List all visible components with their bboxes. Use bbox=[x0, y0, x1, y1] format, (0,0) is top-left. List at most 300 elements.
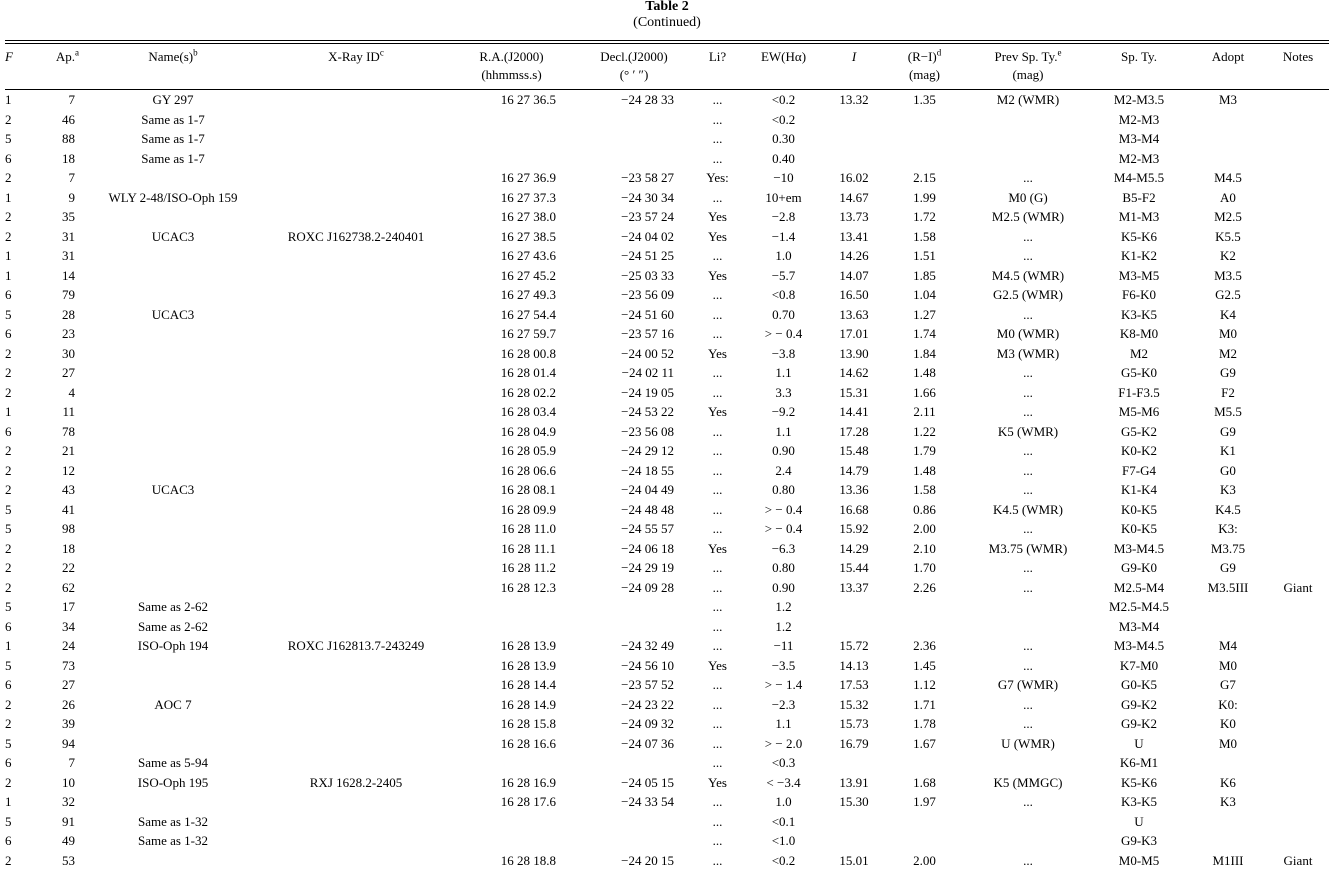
cell-field: 2 bbox=[5, 558, 33, 578]
cell-aperture: 31 bbox=[33, 246, 83, 266]
cell-prev-sptype: ... bbox=[967, 402, 1089, 422]
cell-prev-sptype: ... bbox=[967, 695, 1089, 715]
cell-li: Yes bbox=[694, 344, 741, 364]
cell-r-i-color: 1.78 bbox=[882, 714, 967, 734]
cell-names bbox=[83, 675, 263, 695]
cell-ra bbox=[449, 753, 574, 773]
cell-names bbox=[83, 500, 263, 520]
cell-i-mag: 14.67 bbox=[826, 188, 882, 208]
cell-decl: −24 29 19 bbox=[574, 558, 694, 578]
cell-decl bbox=[574, 110, 694, 130]
cell-xray-id bbox=[263, 422, 449, 442]
cell-r-i-color: 1.70 bbox=[882, 558, 967, 578]
cell-names bbox=[83, 422, 263, 442]
cell-aperture: 9 bbox=[33, 188, 83, 208]
cell-adopt: K5.5 bbox=[1189, 227, 1267, 247]
cell-field: 2 bbox=[5, 441, 33, 461]
cell-i-mag: 14.07 bbox=[826, 266, 882, 286]
cell-names bbox=[83, 344, 263, 364]
cell-xray-id bbox=[263, 831, 449, 851]
cell-r-i-color: 2.00 bbox=[882, 519, 967, 539]
cell-li: ... bbox=[694, 90, 741, 110]
table-row bbox=[5, 285, 1329, 305]
cell-sptype: M2-M3 bbox=[1089, 110, 1189, 130]
cell-i-mag: 13.37 bbox=[826, 578, 882, 598]
cell-aperture: 34 bbox=[33, 617, 83, 637]
cell-xray-id bbox=[263, 285, 449, 305]
cell-decl bbox=[574, 617, 694, 637]
cell-ra: 16 27 38.0 bbox=[449, 207, 574, 227]
cell-ra: 16 27 36.9 bbox=[449, 168, 574, 188]
cell-xray-id bbox=[263, 617, 449, 637]
cell-li: Yes bbox=[694, 773, 741, 793]
cell-ra: 16 28 11.2 bbox=[449, 558, 574, 578]
cell-names bbox=[83, 441, 263, 461]
cell-xray-id bbox=[263, 129, 449, 149]
cell-r-i-color: 2.11 bbox=[882, 402, 967, 422]
cell-names bbox=[83, 656, 263, 676]
cell-li: Yes bbox=[694, 266, 741, 286]
cell-li: ... bbox=[694, 110, 741, 130]
cell-adopt: G9 bbox=[1189, 422, 1267, 442]
cell-ra: 16 28 02.2 bbox=[449, 383, 574, 403]
cell-field: 2 bbox=[5, 851, 33, 870]
cell-xray-id bbox=[263, 266, 449, 286]
cell-ew-halpha: 10+em bbox=[741, 188, 826, 208]
cell-notes bbox=[1267, 149, 1329, 169]
cell-field: 2 bbox=[5, 480, 33, 500]
cell-r-i-color: 1.51 bbox=[882, 246, 967, 266]
cell-r-i-color: 2.00 bbox=[882, 851, 967, 870]
cell-notes bbox=[1267, 441, 1329, 461]
cell-aperture: 49 bbox=[33, 831, 83, 851]
cell-xray-id: ROXC J162738.2-240401 bbox=[263, 227, 449, 247]
cell-aperture: 28 bbox=[33, 305, 83, 325]
cell-prev-sptype: ... bbox=[967, 383, 1089, 403]
table-row bbox=[5, 773, 1329, 793]
cell-adopt: M2 bbox=[1189, 344, 1267, 364]
cell-li: ... bbox=[694, 149, 741, 169]
cell-li: ... bbox=[694, 441, 741, 461]
cell-li: ... bbox=[694, 500, 741, 520]
cell-r-i-color: 1.27 bbox=[882, 305, 967, 325]
column-header bbox=[574, 44, 694, 90]
cell-aperture: 88 bbox=[33, 129, 83, 149]
cell-ra bbox=[449, 831, 574, 851]
cell-aperture: 17 bbox=[33, 597, 83, 617]
cell-names bbox=[83, 266, 263, 286]
cell-ew-halpha: 1.1 bbox=[741, 363, 826, 383]
cell-notes bbox=[1267, 734, 1329, 754]
cell-field: 6 bbox=[5, 617, 33, 637]
table-row bbox=[5, 246, 1329, 266]
cell-sptype: M1-M3 bbox=[1089, 207, 1189, 227]
cell-ra: 16 28 13.9 bbox=[449, 636, 574, 656]
cell-i-mag: 15.48 bbox=[826, 441, 882, 461]
cell-field: 5 bbox=[5, 519, 33, 539]
table-body bbox=[5, 90, 1329, 870]
cell-aperture: 18 bbox=[33, 149, 83, 169]
cell-i-mag: 15.44 bbox=[826, 558, 882, 578]
cell-field: 2 bbox=[5, 539, 33, 559]
cell-ew-halpha: 1.2 bbox=[741, 597, 826, 617]
table-row bbox=[5, 344, 1329, 364]
cell-ra: 16 28 09.9 bbox=[449, 500, 574, 520]
cell-li: ... bbox=[694, 695, 741, 715]
cell-field: 5 bbox=[5, 734, 33, 754]
column-header bbox=[449, 44, 574, 90]
cell-names: UCAC3 bbox=[83, 480, 263, 500]
cell-prev-sptype bbox=[967, 617, 1089, 637]
cell-ew-halpha: 1.1 bbox=[741, 714, 826, 734]
cell-adopt: M2.5 bbox=[1189, 207, 1267, 227]
cell-decl bbox=[574, 149, 694, 169]
cell-decl: −24 30 34 bbox=[574, 188, 694, 208]
column-header-label: Decl.(J2000) bbox=[600, 49, 668, 64]
cell-ew-halpha: 2.4 bbox=[741, 461, 826, 481]
cell-sptype: U bbox=[1089, 734, 1189, 754]
cell-xray-id bbox=[263, 558, 449, 578]
cell-adopt bbox=[1189, 129, 1267, 149]
cell-xray-id bbox=[263, 383, 449, 403]
cell-li: ... bbox=[694, 324, 741, 344]
table-row bbox=[5, 636, 1329, 656]
cell-li: Yes bbox=[694, 402, 741, 422]
cell-r-i-color: 1.67 bbox=[882, 734, 967, 754]
cell-sptype: M2-M3 bbox=[1089, 149, 1189, 169]
cell-xray-id bbox=[263, 695, 449, 715]
cell-ew-halpha: <0.2 bbox=[741, 110, 826, 130]
cell-ew-halpha: 0.30 bbox=[741, 129, 826, 149]
cell-names bbox=[83, 792, 263, 812]
cell-notes bbox=[1267, 714, 1329, 734]
column-header bbox=[33, 44, 83, 90]
table-row bbox=[5, 656, 1329, 676]
cell-names bbox=[83, 519, 263, 539]
cell-ra bbox=[449, 110, 574, 130]
cell-notes bbox=[1267, 363, 1329, 383]
cell-names: ISO-Oph 194 bbox=[83, 636, 263, 656]
cell-ra: 16 28 13.9 bbox=[449, 656, 574, 676]
cell-adopt: K2 bbox=[1189, 246, 1267, 266]
cell-adopt: M3.5 bbox=[1189, 266, 1267, 286]
cell-decl: −24 56 10 bbox=[574, 656, 694, 676]
table-row bbox=[5, 519, 1329, 539]
table-row bbox=[5, 792, 1329, 812]
table-row bbox=[5, 363, 1329, 383]
cell-li: ... bbox=[694, 617, 741, 637]
cell-adopt: K4.5 bbox=[1189, 500, 1267, 520]
cell-xray-id bbox=[263, 578, 449, 598]
cell-ew-halpha: −10 bbox=[741, 168, 826, 188]
table-row bbox=[5, 714, 1329, 734]
column-header-label: I bbox=[852, 49, 856, 64]
cell-aperture: 98 bbox=[33, 519, 83, 539]
cell-xray-id bbox=[263, 305, 449, 325]
cell-adopt bbox=[1189, 812, 1267, 832]
table-row bbox=[5, 851, 1329, 870]
cell-ra bbox=[449, 149, 574, 169]
cell-field: 1 bbox=[5, 188, 33, 208]
column-header-label: R.A.(J2000) bbox=[479, 49, 543, 64]
cell-prev-sptype: ... bbox=[967, 246, 1089, 266]
cell-notes bbox=[1267, 558, 1329, 578]
cell-field: 2 bbox=[5, 695, 33, 715]
cell-li: ... bbox=[694, 636, 741, 656]
cell-names: Same as 1-32 bbox=[83, 831, 263, 851]
cell-decl: −24 05 15 bbox=[574, 773, 694, 793]
cell-field: 5 bbox=[5, 129, 33, 149]
cell-notes bbox=[1267, 110, 1329, 130]
cell-notes bbox=[1267, 422, 1329, 442]
cell-xray-id bbox=[263, 344, 449, 364]
cell-ew-halpha: <0.3 bbox=[741, 753, 826, 773]
cell-decl: −23 57 24 bbox=[574, 207, 694, 227]
table-row bbox=[5, 617, 1329, 637]
cell-field: 5 bbox=[5, 812, 33, 832]
cell-ew-halpha: −3.5 bbox=[741, 656, 826, 676]
cell-names bbox=[83, 246, 263, 266]
cell-i-mag bbox=[826, 597, 882, 617]
table-row bbox=[5, 578, 1329, 598]
cell-field: 5 bbox=[5, 305, 33, 325]
cell-names: Same as 1-7 bbox=[83, 129, 263, 149]
cell-adopt bbox=[1189, 753, 1267, 773]
cell-aperture: 7 bbox=[33, 90, 83, 110]
cell-i-mag: 13.36 bbox=[826, 480, 882, 500]
cell-notes bbox=[1267, 500, 1329, 520]
cell-sptype: G9-K3 bbox=[1089, 831, 1189, 851]
table-row bbox=[5, 558, 1329, 578]
cell-adopt: G2.5 bbox=[1189, 285, 1267, 305]
cell-i-mag: 14.79 bbox=[826, 461, 882, 481]
cell-field: 1 bbox=[5, 402, 33, 422]
cell-xray-id bbox=[263, 363, 449, 383]
cell-li: ... bbox=[694, 753, 741, 773]
cell-sptype: M2 bbox=[1089, 344, 1189, 364]
cell-i-mag bbox=[826, 617, 882, 637]
cell-r-i-color: 1.97 bbox=[882, 792, 967, 812]
cell-prev-sptype: K4.5 (WMR) bbox=[967, 500, 1089, 520]
cell-adopt: A0 bbox=[1189, 188, 1267, 208]
cell-prev-sptype: M0 (G) bbox=[967, 188, 1089, 208]
cell-decl: −24 04 02 bbox=[574, 227, 694, 247]
table-row bbox=[5, 90, 1329, 110]
cell-i-mag bbox=[826, 753, 882, 773]
cell-aperture: 73 bbox=[33, 656, 83, 676]
cell-field: 6 bbox=[5, 675, 33, 695]
cell-xray-id bbox=[263, 519, 449, 539]
cell-li: ... bbox=[694, 305, 741, 325]
cell-i-mag bbox=[826, 129, 882, 149]
cell-names bbox=[83, 851, 263, 870]
cell-field: 2 bbox=[5, 168, 33, 188]
cell-r-i-color: 1.84 bbox=[882, 344, 967, 364]
cell-prev-sptype: ... bbox=[967, 792, 1089, 812]
cell-i-mag: 16.79 bbox=[826, 734, 882, 754]
cell-ew-halpha: 0.70 bbox=[741, 305, 826, 325]
column-header-label: Notes bbox=[1283, 49, 1313, 64]
cell-names bbox=[83, 285, 263, 305]
cell-li: ... bbox=[694, 578, 741, 598]
cell-field: 5 bbox=[5, 500, 33, 520]
cell-prev-sptype: ... bbox=[967, 636, 1089, 656]
cell-r-i-color: 0.86 bbox=[882, 500, 967, 520]
cell-i-mag: 16.02 bbox=[826, 168, 882, 188]
cell-notes bbox=[1267, 753, 1329, 773]
column-header-label: Li? bbox=[709, 49, 726, 64]
cell-adopt: M4 bbox=[1189, 636, 1267, 656]
cell-ra: 16 28 04.9 bbox=[449, 422, 574, 442]
cell-aperture: 62 bbox=[33, 578, 83, 598]
cell-sptype: U bbox=[1089, 812, 1189, 832]
cell-i-mag: 14.62 bbox=[826, 363, 882, 383]
cell-li: ... bbox=[694, 675, 741, 695]
cell-sptype: M5-M6 bbox=[1089, 402, 1189, 422]
cell-notes: Giant bbox=[1267, 851, 1329, 870]
cell-li: ... bbox=[694, 363, 741, 383]
cell-r-i-color: 1.72 bbox=[882, 207, 967, 227]
cell-notes bbox=[1267, 344, 1329, 364]
cell-i-mag: 13.41 bbox=[826, 227, 882, 247]
cell-ew-halpha: > − 0.4 bbox=[741, 519, 826, 539]
table-row bbox=[5, 188, 1329, 208]
cell-sptype: M3-M4.5 bbox=[1089, 539, 1189, 559]
cell-adopt: K6 bbox=[1189, 773, 1267, 793]
cell-r-i-color bbox=[882, 110, 967, 130]
cell-notes bbox=[1267, 792, 1329, 812]
cell-ra: 16 28 15.8 bbox=[449, 714, 574, 734]
cell-ra: 16 28 17.6 bbox=[449, 792, 574, 812]
cell-ra bbox=[449, 617, 574, 637]
cell-r-i-color: 1.71 bbox=[882, 695, 967, 715]
cell-decl: −24 06 18 bbox=[574, 539, 694, 559]
cell-r-i-color: 1.04 bbox=[882, 285, 967, 305]
cell-adopt: M0 bbox=[1189, 734, 1267, 754]
table-row bbox=[5, 675, 1329, 695]
cell-adopt: M0 bbox=[1189, 324, 1267, 344]
column-header-label: EW(Hα) bbox=[761, 49, 806, 64]
column-header-unit: (mag) bbox=[909, 67, 940, 82]
cell-aperture: 94 bbox=[33, 734, 83, 754]
table-row bbox=[5, 227, 1329, 247]
cell-ra: 16 28 08.1 bbox=[449, 480, 574, 500]
cell-field: 1 bbox=[5, 792, 33, 812]
cell-i-mag: 13.73 bbox=[826, 207, 882, 227]
table-subtitle: (Continued) bbox=[0, 15, 1334, 31]
cell-aperture: 39 bbox=[33, 714, 83, 734]
cell-names bbox=[83, 461, 263, 481]
cell-i-mag bbox=[826, 149, 882, 169]
cell-i-mag: 15.31 bbox=[826, 383, 882, 403]
cell-decl bbox=[574, 812, 694, 832]
cell-aperture: 24 bbox=[33, 636, 83, 656]
column-header bbox=[826, 44, 882, 90]
cell-ew-halpha: −1.4 bbox=[741, 227, 826, 247]
table-row bbox=[5, 324, 1329, 344]
cell-li: ... bbox=[694, 851, 741, 870]
cell-adopt: K1 bbox=[1189, 441, 1267, 461]
cell-li: ... bbox=[694, 812, 741, 832]
cell-names: AOC 7 bbox=[83, 695, 263, 715]
cell-li: Yes bbox=[694, 227, 741, 247]
cell-aperture: 53 bbox=[33, 851, 83, 870]
cell-r-i-color: 2.26 bbox=[882, 578, 967, 598]
cell-ew-halpha: > − 0.4 bbox=[741, 500, 826, 520]
cell-notes bbox=[1267, 266, 1329, 286]
cell-notes bbox=[1267, 285, 1329, 305]
cell-r-i-color bbox=[882, 149, 967, 169]
cell-sptype: G9-K0 bbox=[1089, 558, 1189, 578]
cell-decl: −23 58 27 bbox=[574, 168, 694, 188]
data-table bbox=[5, 44, 1329, 870]
cell-ra: 16 28 11.1 bbox=[449, 539, 574, 559]
cell-prev-sptype bbox=[967, 812, 1089, 832]
cell-r-i-color: 1.66 bbox=[882, 383, 967, 403]
cell-aperture: 18 bbox=[33, 539, 83, 559]
cell-notes bbox=[1267, 188, 1329, 208]
column-header bbox=[741, 44, 826, 90]
cell-r-i-color bbox=[882, 831, 967, 851]
cell-notes bbox=[1267, 90, 1329, 110]
cell-notes bbox=[1267, 129, 1329, 149]
cell-prev-sptype bbox=[967, 129, 1089, 149]
cell-r-i-color bbox=[882, 753, 967, 773]
cell-field: 2 bbox=[5, 461, 33, 481]
cell-field: 2 bbox=[5, 344, 33, 364]
cell-xray-id bbox=[263, 441, 449, 461]
cell-xray-id bbox=[263, 461, 449, 481]
cell-ew-halpha: <0.8 bbox=[741, 285, 826, 305]
cell-prev-sptype: ... bbox=[967, 656, 1089, 676]
cell-li: Yes bbox=[694, 539, 741, 559]
cell-ew-halpha: 1.1 bbox=[741, 422, 826, 442]
cell-xray-id bbox=[263, 851, 449, 870]
cell-notes bbox=[1267, 656, 1329, 676]
cell-field: 6 bbox=[5, 324, 33, 344]
cell-sptype: K0-K5 bbox=[1089, 500, 1189, 520]
cell-prev-sptype: ... bbox=[967, 714, 1089, 734]
cell-adopt: K3: bbox=[1189, 519, 1267, 539]
cell-r-i-color: 1.45 bbox=[882, 656, 967, 676]
table-row bbox=[5, 831, 1329, 851]
cell-field: 2 bbox=[5, 714, 33, 734]
cell-decl: −23 57 16 bbox=[574, 324, 694, 344]
cell-i-mag: 13.91 bbox=[826, 773, 882, 793]
cell-r-i-color: 1.48 bbox=[882, 363, 967, 383]
cell-decl bbox=[574, 753, 694, 773]
cell-aperture: 10 bbox=[33, 773, 83, 793]
cell-prev-sptype: ... bbox=[967, 851, 1089, 870]
column-header bbox=[1089, 44, 1189, 90]
cell-field: 1 bbox=[5, 90, 33, 110]
cell-names bbox=[83, 363, 263, 383]
cell-field: 1 bbox=[5, 266, 33, 286]
cell-prev-sptype: G7 (WMR) bbox=[967, 675, 1089, 695]
cell-ew-halpha: <1.0 bbox=[741, 831, 826, 851]
cell-prev-sptype: G2.5 (WMR) bbox=[967, 285, 1089, 305]
table-row bbox=[5, 383, 1329, 403]
cell-ew-halpha: 0.40 bbox=[741, 149, 826, 169]
cell-ew-halpha: <0.2 bbox=[741, 90, 826, 110]
cell-r-i-color: 1.48 bbox=[882, 461, 967, 481]
cell-sptype: K1-K2 bbox=[1089, 246, 1189, 266]
table-row bbox=[5, 422, 1329, 442]
column-header bbox=[1267, 44, 1329, 90]
cell-decl bbox=[574, 129, 694, 149]
cell-ra: 16 27 54.4 bbox=[449, 305, 574, 325]
cell-decl: −25 03 33 bbox=[574, 266, 694, 286]
